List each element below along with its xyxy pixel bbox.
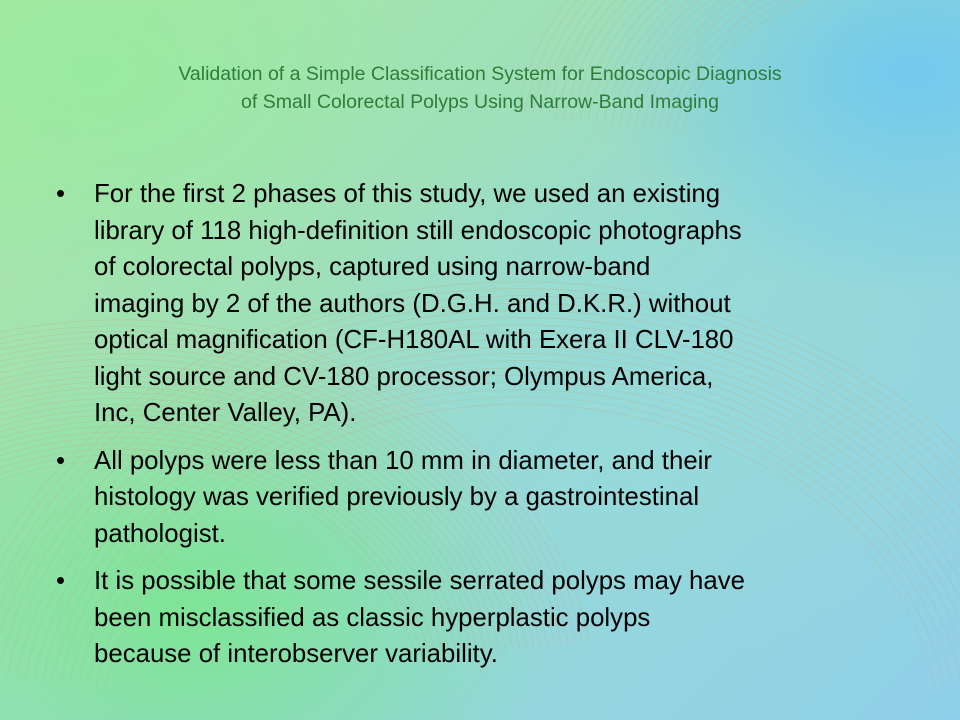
bullet-line: library of 118 high-definition still endoscopic photographs xyxy=(94,216,742,245)
bullet-item-1 xyxy=(56,176,914,432)
bullet-line: Inc, Center Valley, PA). xyxy=(94,399,357,427)
bullet-marker: • xyxy=(56,567,66,595)
bullet-item-3 xyxy=(56,563,914,673)
bullet-marker: • xyxy=(56,180,66,208)
bullet-line: light source and CV-180 processor; Olympus America, xyxy=(94,362,714,391)
bullet-line: histology was verified previously by a gastrointestinal xyxy=(94,483,700,511)
bullet-line: of colorectal polyps, captured using narrow-band xyxy=(94,253,651,281)
bullet-line: It is possible that some sessile serrated polyps may have xyxy=(94,567,745,595)
bullet-line: pathologist. xyxy=(94,519,226,548)
bullet-line: imaging by 2 of the authors (D.G.H. and D.K.R.) without xyxy=(94,289,731,318)
bullet-marker: • xyxy=(56,446,66,475)
bullet-line: For the first 2 phases of this study, we used an existing xyxy=(94,180,721,208)
bullet-item-2 xyxy=(56,443,914,553)
bullet-line: because of interobserver variability. xyxy=(94,640,498,668)
slide-title-line-2: of Small Colorectal Polyps Using Narrow-Band Imaging xyxy=(241,91,719,113)
bullet-line: been misclassified as classic hyperplastic polyps xyxy=(94,603,651,632)
slide-title-line-1: Validation of a Simple Classification System for Endoscopic Diagnosis xyxy=(178,63,782,85)
bullet-line: All polyps were less than 10 mm in diameter, and their xyxy=(94,446,712,475)
bullet-line: optical magnification (CF-H180AL with Exera II CLV-180 xyxy=(94,326,734,354)
slide-title xyxy=(40,60,920,116)
bullet-list xyxy=(56,176,914,684)
